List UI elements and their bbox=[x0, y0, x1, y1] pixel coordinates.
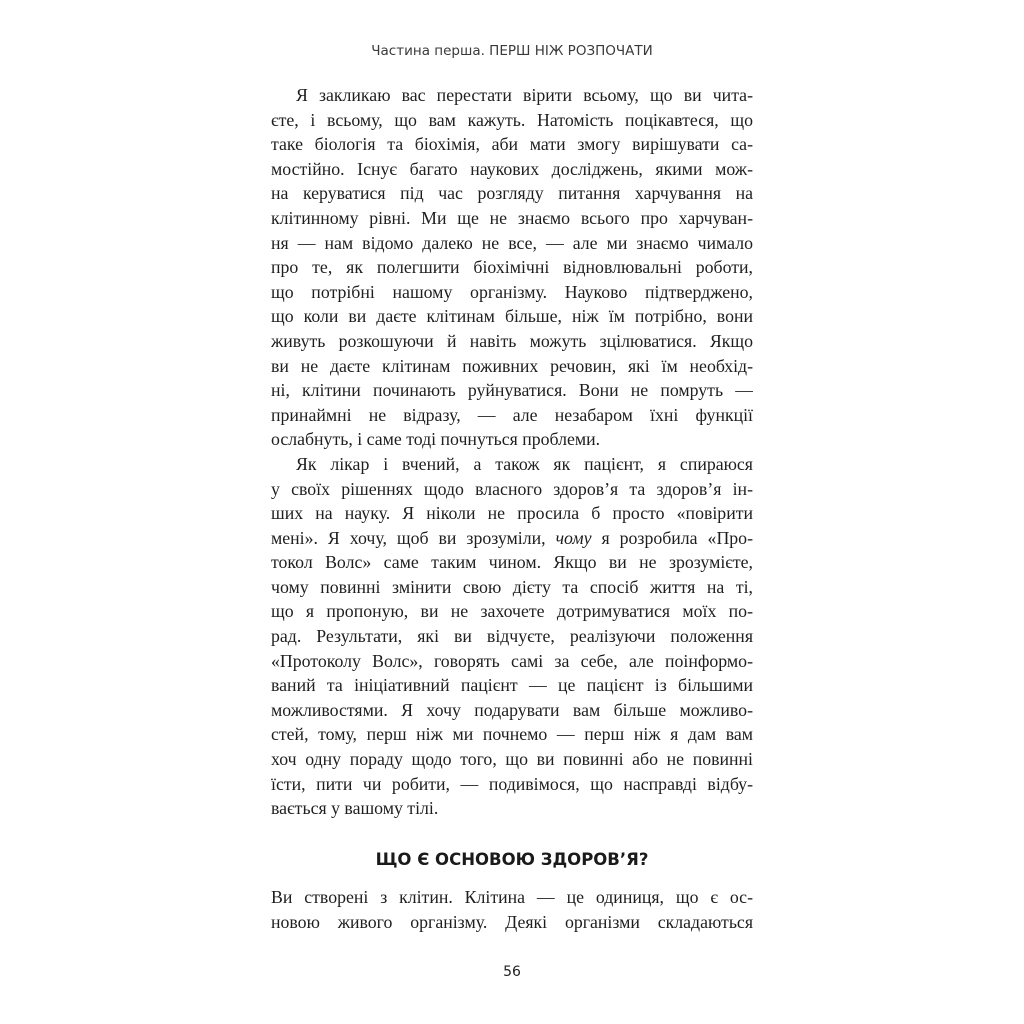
text-line: хоч одну пораду щодо того, що ви повинні або не повинні bbox=[271, 749, 753, 770]
text-line bbox=[271, 526, 753, 551]
body-text bbox=[271, 885, 753, 934]
text-line: вається у вашому тілі. bbox=[271, 798, 439, 819]
text-line: що коли ви даєте клітинам більше, ніж їм потрібно, вони bbox=[271, 306, 753, 327]
text-line: токол Волс» саме таким чином. Якщо ви не зрозумієте, bbox=[271, 552, 753, 573]
text-line: таке біологія та біохімія, аби мати змогу вирішувати са- bbox=[271, 134, 753, 155]
running-head: Частина перша. ПЕРШ НІЖ РОЗПОЧАТИ bbox=[371, 43, 653, 59]
text-segment: я розробила «Про- bbox=[591, 527, 753, 548]
text-line: ня — нам відомо далеко не все, — але ми знаємо чимало bbox=[271, 232, 753, 253]
text-line: у своїх рішеннях щодо власного здоров’я та здоров’я ін- bbox=[271, 478, 753, 499]
paragraph bbox=[271, 452, 753, 821]
text-line: клітинному рівні. Ми ще не знаємо всього про харчуван- bbox=[271, 207, 753, 228]
text-segment: мені». Я хочу, щоб ви зрозуміли, bbox=[271, 527, 556, 548]
emphasis-text: чому bbox=[555, 527, 592, 548]
text-line: їсти, пити чи робити, — подивімося, що насправді відбу- bbox=[271, 773, 753, 794]
text-line: новою живого організму. Деякі організми складаються bbox=[271, 911, 753, 932]
text-line: єте, і всьому, що вам кажуть. Натомість поцікавтеся, що bbox=[271, 109, 753, 130]
text-line: Я закликаю вас перестати вірити всьому, що ви чита- bbox=[296, 85, 753, 105]
text-line: живуть розкошуючи й навіть можуть зцілюватися. Якщо bbox=[271, 330, 753, 351]
text-line: мостійно. Існує багато наукових досліджень, якими мож- bbox=[271, 158, 753, 179]
text-line: рад. Результати, які ви відчуєте, реалізуючи положення bbox=[271, 626, 753, 647]
text-line: ослабнуть, і саме тоді почнуться проблеми. bbox=[271, 429, 601, 450]
section-heading: ЩО Є ОСНОВОЮ ЗДОРОВ’Я? bbox=[375, 850, 649, 869]
text-line: що потрібні нашому організму. Науково підтверджено, bbox=[271, 281, 753, 302]
paragraph bbox=[271, 885, 753, 934]
text-line: стей, тому, перш ніж ми почнемо — перш ніж я дам вам bbox=[271, 724, 753, 745]
text-line: Ви створені з клітин. Клітина — це одиниця, що є ос- bbox=[271, 887, 753, 907]
text-line: «Протоколу Волс», говорять самі за себе, але поінформо- bbox=[271, 650, 753, 671]
text-line: ваний та ініціативний пацієнт — це пацієнт із більшими bbox=[271, 675, 753, 696]
text-line: ших на науку. Я ніколи не просила б просто «повірити bbox=[271, 503, 753, 524]
text-line: на керуватися під час розгляду питання харчування на bbox=[271, 183, 753, 204]
text-line: можливостями. Я хочу подарувати вам більше можливо- bbox=[271, 699, 753, 720]
text-line: ні, клітини починають руйнуватися. Вони не помруть — bbox=[271, 380, 753, 401]
text-line: Як лікар і вчений, а також як пацієнт, я спираюся bbox=[296, 453, 753, 474]
text-line: чому повинні змінити свою дієту та спосіб життя на ті, bbox=[271, 576, 753, 597]
text-line: ви не даєте клітинам поживних речовин, які їм необхід- bbox=[271, 355, 753, 376]
text-line: принаймні не відразу, — але незабаром їхні функції bbox=[271, 404, 753, 425]
paragraph bbox=[271, 83, 753, 452]
text-line: про те, як полегшити біохімічні відновлювальні роботи, bbox=[271, 257, 753, 278]
body-text bbox=[271, 83, 753, 821]
page-number: 56 bbox=[503, 964, 521, 980]
text-line: що я пропоную, ви не захочете дотримуватися моїх по- bbox=[271, 601, 753, 622]
